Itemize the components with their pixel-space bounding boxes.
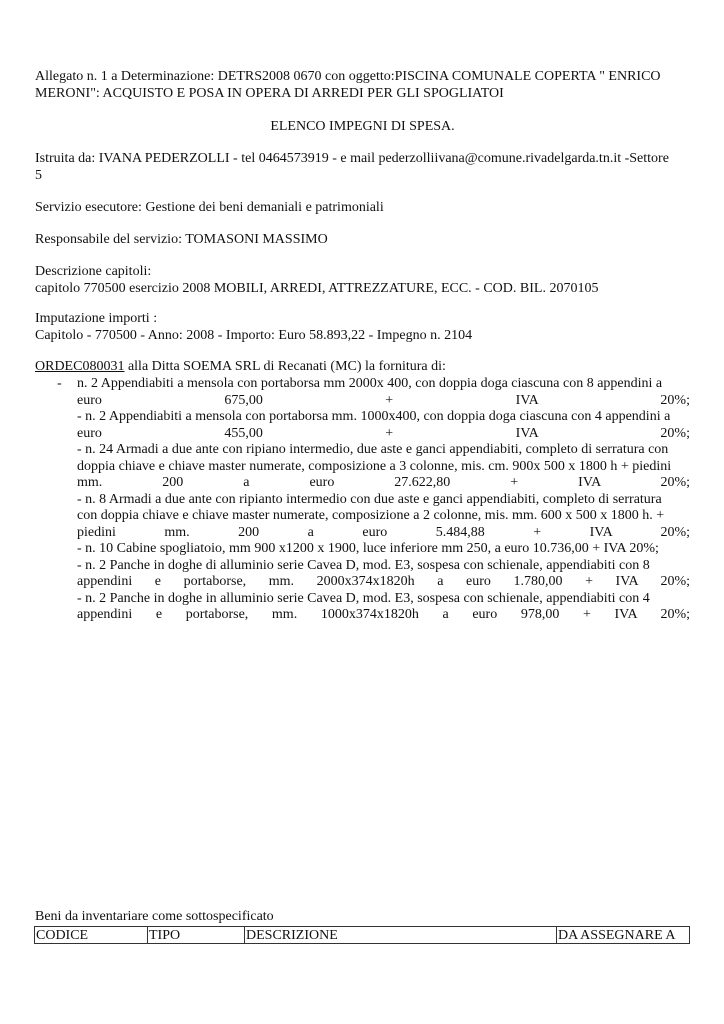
- item-line: piedini mm. 200 a euro 5.484,88 + IVA 20%;: [77, 524, 690, 540]
- capitoli-label: Descrizione capitoli:: [35, 264, 152, 279]
- item-line: - n. 24 Armadi a due ante con ripiano intermedio, due aste e ganci appendiabiti, completo di serratura con: [77, 442, 669, 457]
- item-line: mm. 200 a euro 27.622,80 + IVA 20%;: [77, 475, 690, 490]
- order-code: ORDEC080031: [35, 359, 125, 374]
- capitoli-text: capitolo 770500 esercizio 2008 MOBILI, ARREDI, ATTREZZATURE, ECC. - COD. BIL. 2070105: [35, 280, 599, 296]
- item-line: - n. 8 Armadi a due ante con ripianto intermedio con due aste e ganci appendiabiti, completo di serratura: [77, 491, 662, 507]
- imputazione-label: Imputazione importi :: [35, 311, 158, 326]
- beni-label: Beni da inventariare come sottospecificato: [35, 909, 274, 924]
- item-line: - n. 2 Panche in doghe di alluminio serie Cavea D, mod. E3, sospesa con schienale, appendiabiti con 8: [77, 557, 650, 573]
- imputazione-block: [35, 311, 690, 344]
- item-line: n. 2 Appendiabiti a mensola con portaborsa mm 2000x 400, con doppia doga ciascuna con 8 appendini a: [77, 376, 663, 391]
- imputazione-text: Capitolo - 770500 - Anno: 2008 - Importo: Euro 58.893,22 - Impegno n. 2104: [35, 327, 473, 343]
- order-heading: [35, 359, 690, 376]
- column-header-codice: CODICE: [35, 927, 148, 944]
- header-block: [35, 69, 690, 102]
- responsabile-servizio: Responsabile del servizio: TOMASONI MASSIMO: [35, 232, 328, 247]
- item-line: con doppia chiave e chiave master numerate, composizione a 2 colonne, mis. mm. 600 x 500 x 1800 h. +: [77, 508, 665, 523]
- order-text: alla Ditta SOEMA SRL di Recanati (MC) la fornitura di:: [124, 359, 446, 374]
- order-items-block: [35, 376, 690, 624]
- header-line-1: Allegato n. 1 a Determinazione: DETRS2008 0670 con oggetto:PISCINA COMUNALE COPERTA " ENRICO: [35, 69, 661, 84]
- item-line: euro 455,00 + IVA 20%;: [77, 425, 690, 441]
- inventory-table: [34, 926, 690, 944]
- table-header-row: [35, 927, 690, 944]
- servizio-esecutore: Servizio esecutore: Gestione dei beni demaniali e patrimoniali: [35, 200, 384, 215]
- item-line: appendini e portaborse, mm. 2000x374x1820h a euro 1.780,00 + IVA 20%;: [77, 574, 690, 589]
- column-header-tipo: TIPO: [148, 927, 245, 944]
- istruita-line-1: Istruita da: IVANA PEDERZOLLI - tel 0464573919 - e mail pederzolliivana@comune.rivadelgarda.tn.it -Settore: [35, 151, 669, 166]
- istruita-line-2: 5: [35, 167, 42, 183]
- capitoli-block: [35, 264, 690, 297]
- order-items: [35, 376, 690, 624]
- istruita-block: [35, 151, 690, 184]
- header-line-2: MERONI": ACQUISTO E POSA IN OPERA DI ARREDI PER GLI SPOGLIATOI: [35, 85, 504, 101]
- item-line: - n. 10 Cabine spogliatoio, mm 900 x1200 x 1900, luce inferiore mm 250, a euro 10.736,00 + IVA 20%;: [77, 541, 659, 556]
- item-line: - n. 2 Appendiabiti a mensola con portaborsa mm. 1000x400, con doppia doga ciascuna con 4 appendini a: [77, 409, 671, 424]
- item-line: euro 675,00 + IVA 20%;: [77, 392, 690, 408]
- list-dash: -: [57, 376, 62, 391]
- column-header-descrizione: DESCRIZIONE: [245, 927, 557, 944]
- item-line: - n. 2 Panche in doghe in alluminio serie Cavea D, mod. E3, sospesa con schienale, appendiabiti con 4: [77, 590, 650, 606]
- column-header-da-assegnare: DA ASSEGNARE A: [557, 927, 690, 944]
- item-line: appendini e portaborse, mm. 1000x374x1820h a euro 978,00 + IVA 20%;: [77, 607, 690, 622]
- item-line: doppia chiave e chiave master numerate, composizione a 3 colonne, mis. cm. 900x 500 x 1800 h + piedini: [77, 458, 672, 474]
- document-title: ELENCO IMPEGNI DI SPESA.: [270, 119, 455, 134]
